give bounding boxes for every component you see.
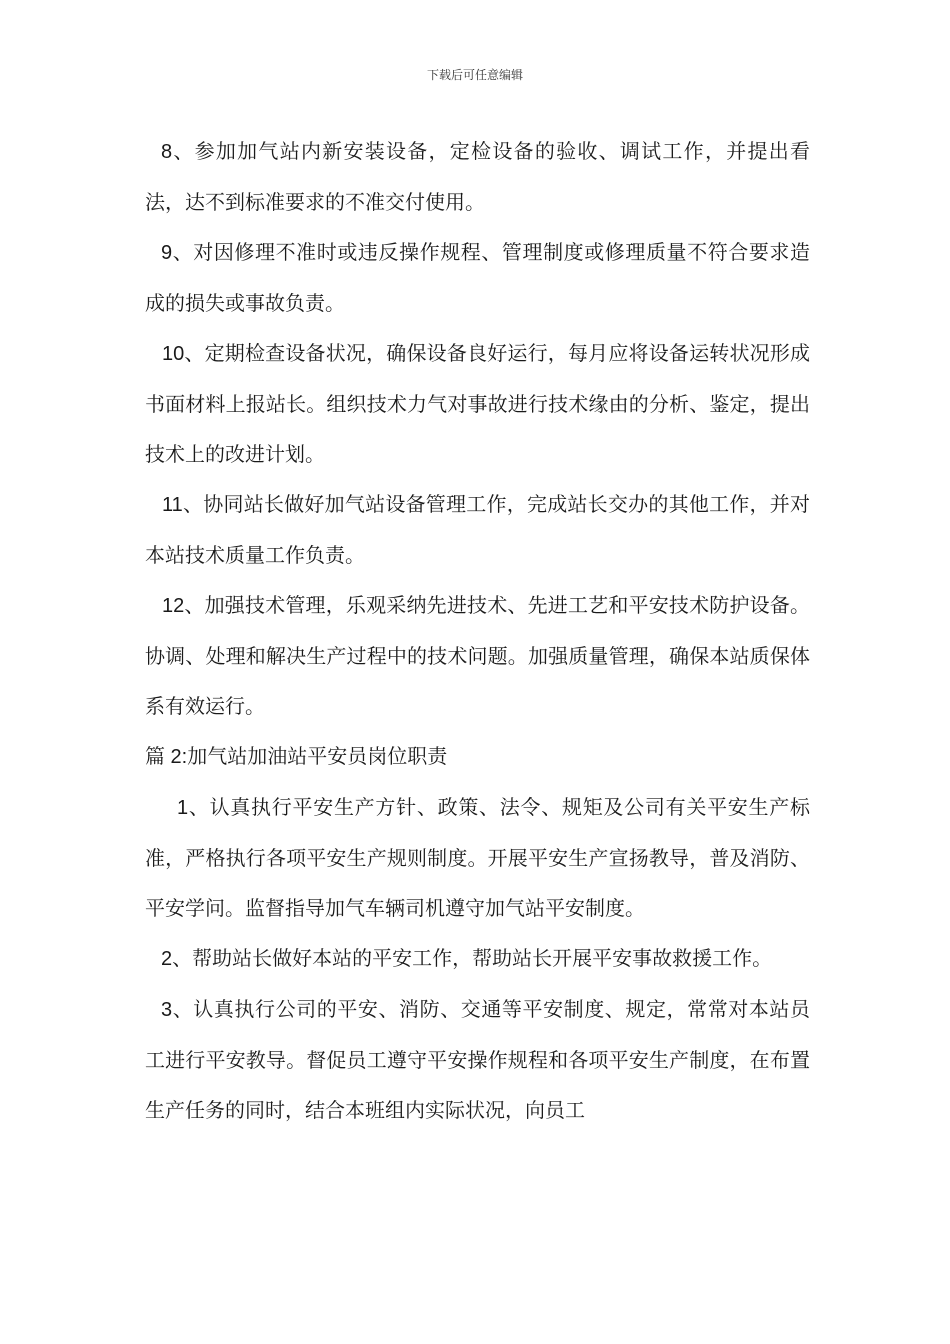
paragraph-text: 、认真执行公司的平安、消防、交通等平安制度、规定，常常对本站员工进行平安教导。督促员工遵守平安操作规程和各项平安生产制度，在布置生产任务的同时，结合本班组内实际状况，向员工 (145, 997, 810, 1122)
section-paragraph-item-1 (145, 782, 810, 933)
section-heading-title: 加气站加油站平安员岗位职责 (187, 744, 448, 768)
item-number: 11 (162, 494, 183, 516)
item-number: 8 (161, 141, 173, 163)
paragraph-text: 、对因修理不准时或违反操作规程、管理制度或修理质量不符合要求造成的损失或事故负责。 (145, 240, 810, 315)
section-heading-lead: 篇 2: (145, 746, 188, 768)
paragraph-item-9 (145, 227, 810, 328)
section-heading (145, 731, 810, 782)
section-paragraph-item-3 (145, 984, 810, 1135)
paragraph-text: 、参加加气站内新安装设备，定检设备的验收、调试工作，并提出看法，达不到标准要求的不准交付使用。 (145, 139, 810, 214)
section-paragraph-item-2 (145, 933, 810, 984)
item-number: 2 (161, 948, 173, 970)
item-number: 1 (177, 797, 189, 819)
paragraph-text: 、帮助站长做好本站的平安工作，帮助站长开展平安事故救援工作。 (172, 946, 773, 970)
paragraph-text: 、协同站长做好加气站设备管理工作，完成站长交办的其他工作，并对本站技术质量工作负责。 (145, 492, 810, 567)
paragraph-text: 、加强技术管理，乐观采纳先进技术、先进工艺和平安技术防护设备。协调、处理和解决生产过程中的技术问题。加强质量管理，确保本站质保体系有效运行。 (145, 593, 810, 718)
document-body (145, 126, 810, 1135)
header-note: 下载后可任意编辑 (426, 68, 523, 82)
paragraph-text: 、认真执行平安生产方针、政策、法令、规矩及公司有关平安生产标准，严格执行各项平安生产规则制度。开展平安生产宣扬教导，普及消防、平安学问。监督指导加气车辆司机遵守加气站平安制度。 (145, 795, 810, 920)
paragraph-text: 、定期检查设备状况，确保设备良好运行，每月应将设备运转状况形成书面材料上报站长。组织技术力气对事故进行技术缘由的分析、鉴定，提出技术上的改进计划。 (145, 341, 810, 466)
paragraph-item-12 (145, 580, 810, 731)
item-number: 9 (161, 242, 173, 264)
item-number: 10 (162, 343, 185, 365)
paragraph-item-8 (145, 126, 810, 227)
paragraph-item-11 (145, 479, 810, 580)
item-number: 3 (161, 999, 173, 1021)
paragraph-item-10 (145, 328, 810, 479)
item-number: 12 (162, 595, 185, 617)
